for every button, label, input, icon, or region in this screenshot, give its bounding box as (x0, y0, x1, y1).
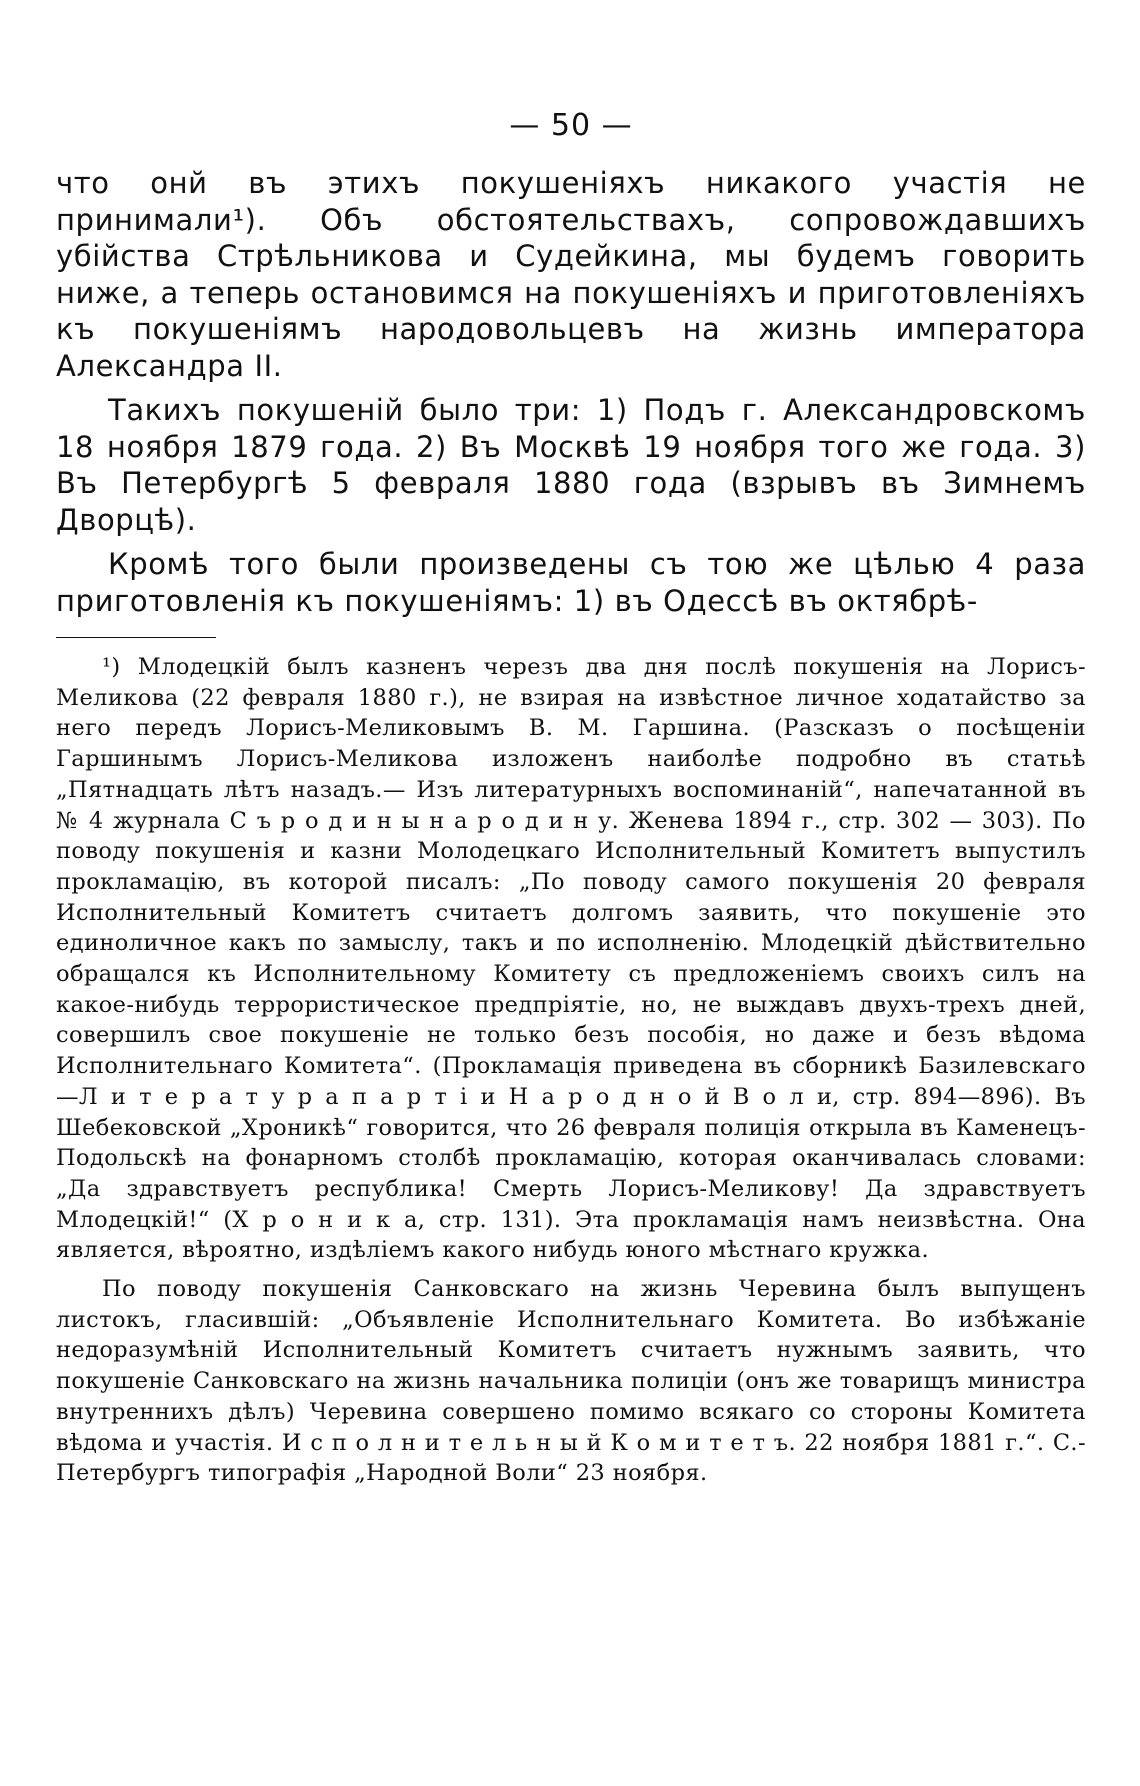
paragraph-2: Такихъ покушеній было три: 1) Подъ г. Александровскомъ 18 ноября 1879 года. 2) Въ Москвѣ 19 ноября того же года. 3) Въ Петербургѣ 5 февраля 1880 года (взрывъ въ Зимнемъ Дворцѣ). (56, 393, 1086, 537)
page-number: — 50 — (509, 108, 633, 143)
paragraph-3: Кромѣ того были произведены съ тою же цѣлью 4 раза приготовленія къ покушеніямъ: 1) въ Одессѣ въ октябрѣ- (56, 547, 1086, 618)
footnote-1: ¹) Млодецкій былъ казненъ черезъ два дня послѣ покушенія на Лорисъ-Меликова (22 февраля 1880 г.), не взирая на извѣстное личное ходатайство за него передъ Лорисъ-Меликовымъ В. М. Гаршина. (Разсказъ о посѣщеніи Гаршинымъ Лорисъ-Меликова изложенъ наиболѣе подробно въ статьѣ „Пятнадцать лѣтъ назадъ.— Изъ литературныхъ воспоминаній“, напечатанной въ № 4 журнала С ъ р о д и н ы н а р о д и н у. Женева 1894 г., стр. 302 — 303). По поводу покушенія и казни Молодецкаго Исполнительный Комитетъ выпустилъ прокламацію, въ которой писалъ: „По поводу самого покушенія 20 февраля Исполнительный Комитетъ считаетъ долгомъ заявить, что покушеніе это единоличное какъ по замыслу, такъ и по исполненію. Млодецкій дѣйствительно обращался къ Исполнительному Комитету съ предложеніемъ своихъ силъ на какое-нибудь террористическое предпріятіе, но, не выждавъ двухъ-трехъ дней, совершилъ свое покушеніе не только безъ пособія, но даже и безъ вѣдома Исполнительнаго Комитета“. (Прокламація приведена въ сборникѣ Базилевскаго—Л и т е р а т у р а п а р т і и Н а р о д н о й В о л и, стр. 894—896). Въ Шебековской „Хроникѣ“ говорится, что 26 февраля полиція открыла въ Каменецъ-Подольскѣ на фонарномъ столбѣ прокламацію, которая оканчивалась словами: „Да здравствуетъ республика! Смерть Лорисъ-Меликову! Да здравствуетъ Млодецкій!“ (Х р о н и к а, стр. 131). Эта прокламація намъ неизвѣстна. Она является, вѣроятно, издѣліемъ какого нибудь юного мѣстнаго кружка. (56, 654, 1086, 1264)
paragraph-1: что онй въ этихъ покушеніяхъ никакого участія не принимали¹). Объ обстоятельствахъ, сопровождавшихъ убійства Стрѣльникова и Судейкина, мы будемъ говорить ниже, а теперь остановимся на покушеніяхъ и приготовленіяхъ къ покушеніямъ народовольцевъ на жизнь императора Александра II. (56, 166, 1086, 383)
footnote-2: По поводу покушенія Санковскаго на жизнь Черевина былъ выпущенъ листокъ, гласившій: „Объявленіе Исполнительнаго Комитета. Во избѣжаніе недоразумѣній Исполнительный Комитетъ считаетъ нужнымъ заявить, что покушеніе Санковскаго на жизнь начальника полиціи (онъ же товарищъ министра внутреннихъ дѣлъ) Черевина совершено помимо всякаго со стороны Комитета вѣдома и участія. И с п о л н и т е л ь н ы й К о м и т е т ъ. 22 ноября 1881 г.“. С.-Петербургъ типографія „Народной Воли“ 23 ноября. (56, 1276, 1086, 1487)
document-page (56, 108, 1086, 1489)
footnote-separator (56, 637, 216, 638)
